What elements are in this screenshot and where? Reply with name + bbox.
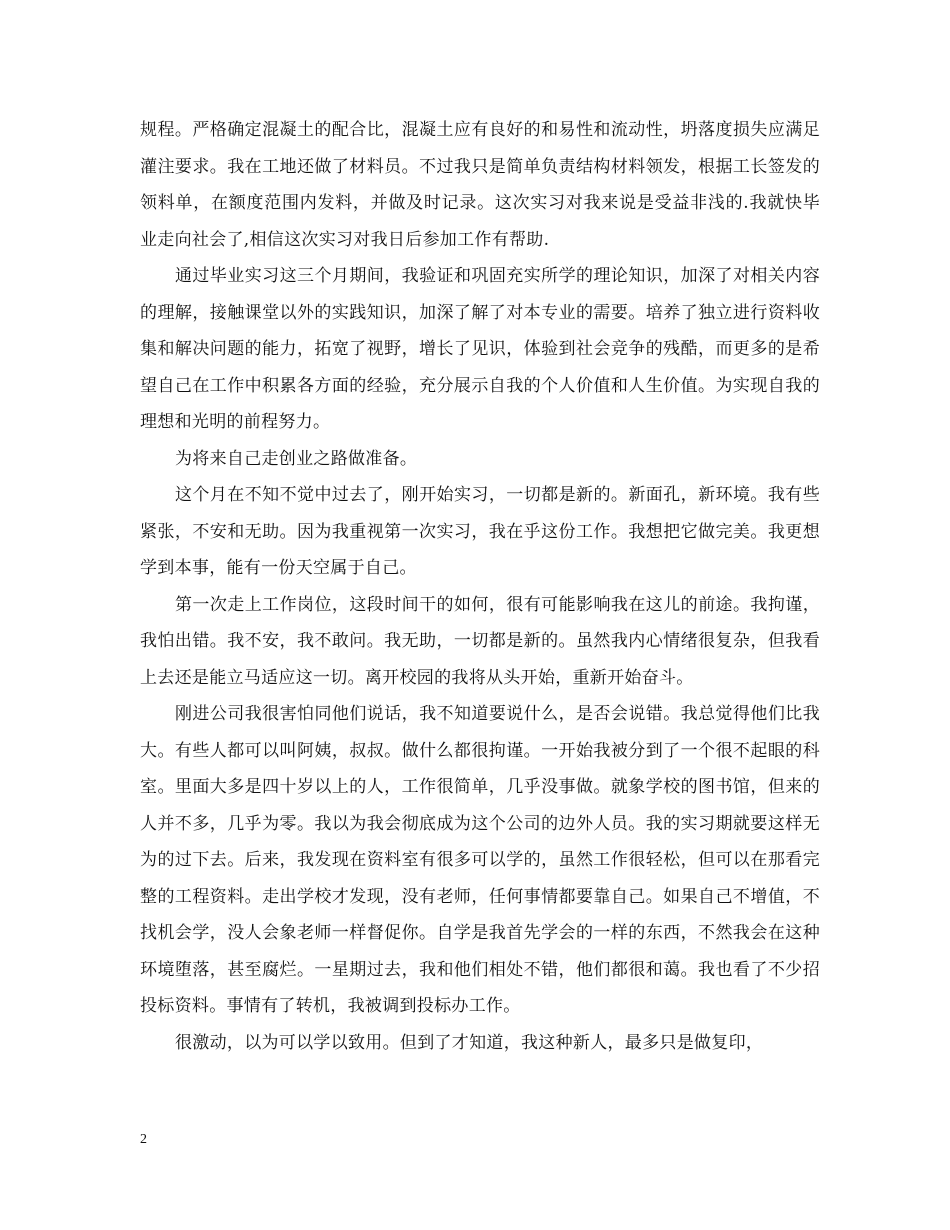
paragraph-3: 为将来自己走创业之路做准备。 [175,448,418,469]
paragraph-5: 第一次走上工作岗位，这段时间干的如何，很有可能影响我在这儿的前途。我拘谨，我怕出错。我不安，我不敢问。我无助，一切都是新的。虽然我内心情绪很复杂，但我看上去还是能立马适应这一切。离开校园的我将从头开始，重新开始奋斗。 [140,594,820,688]
document-body [140,112,820,1061]
paragraph-1: 规程。严格确定混凝土的配合比，混凝土应有良好的和易性和流动性，坍落度损失应满足灌注要求。我在工地还做了材料员。不过我只是简单负责结构材料领发，根据工长签发的领料单，在额度范围内发料，并做及时记录。这次实习对我来说是受益非浅的.我就快毕业走向社会了,相信这次实习对我日后参加工作有帮助. [140,120,820,250]
paragraph-4: 这个月在不知不觉中过去了，刚开始实习，一切都是新的。新面孔，新环境。我有些紧张，不安和无助。因为我重视第一次实习，我在乎这份工作。我想把它做完美。我更想学到本事，能有一份天空属于自己。 [140,485,820,578]
paragraph-6: 刚进公司我很害怕同他们说话，我不知道要说什么，是否会说错。我总觉得他们比我大。有些人都可以叫阿姨，叔叔。做什么都很拘谨。一开始我被分到了一个很不起眼的科室。里面大多是四十岁以上的人，工作很简单，几乎没事做。就象学校的图书馆，但来的人并不多，几乎为零。我以为我会彻底成为这个公司的边外人员。我的实习期就要这样无为的过下去。后来，我发现在资料室有很多可以学的，虽然工作很轻松，但可以在那看完整的工程资料。走出学校才发现，没有老师，任何事情都要靠自己。如果自己不增值，不找机会学，没人会象老师一样督促你。自学是我首先学会的一样的东西，不然我会在这种环境堕落，甚至腐烂。一星期过去，我和他们相处不错，他们都很和蔼。我也看了不少招投标资料。事情有了转机，我被调到投标办工作。 [140,704,820,1016]
paragraph-7: 很激动，以为可以学以致用。但到了才知道，我这种新人，最多只是做复印， [175,1032,764,1053]
paragraph-2: 通过毕业实习这三个月期间，我验证和巩固充实所学的理论知识，加深了对相关内容的理解，接触课堂以外的实践知识，加深了解了对本专业的需要。培养了独立进行资料收集和解决问题的能力，拓宽了视野，增长了见识，体验到社会竞争的残酷，而更多的是希望自己在工作中积累各方面的经验，充分展示自我的个人价值和人生价值。为实现自我的理想和光明的前程努力。 [140,266,820,432]
page-number: 2 [140,1132,147,1147]
